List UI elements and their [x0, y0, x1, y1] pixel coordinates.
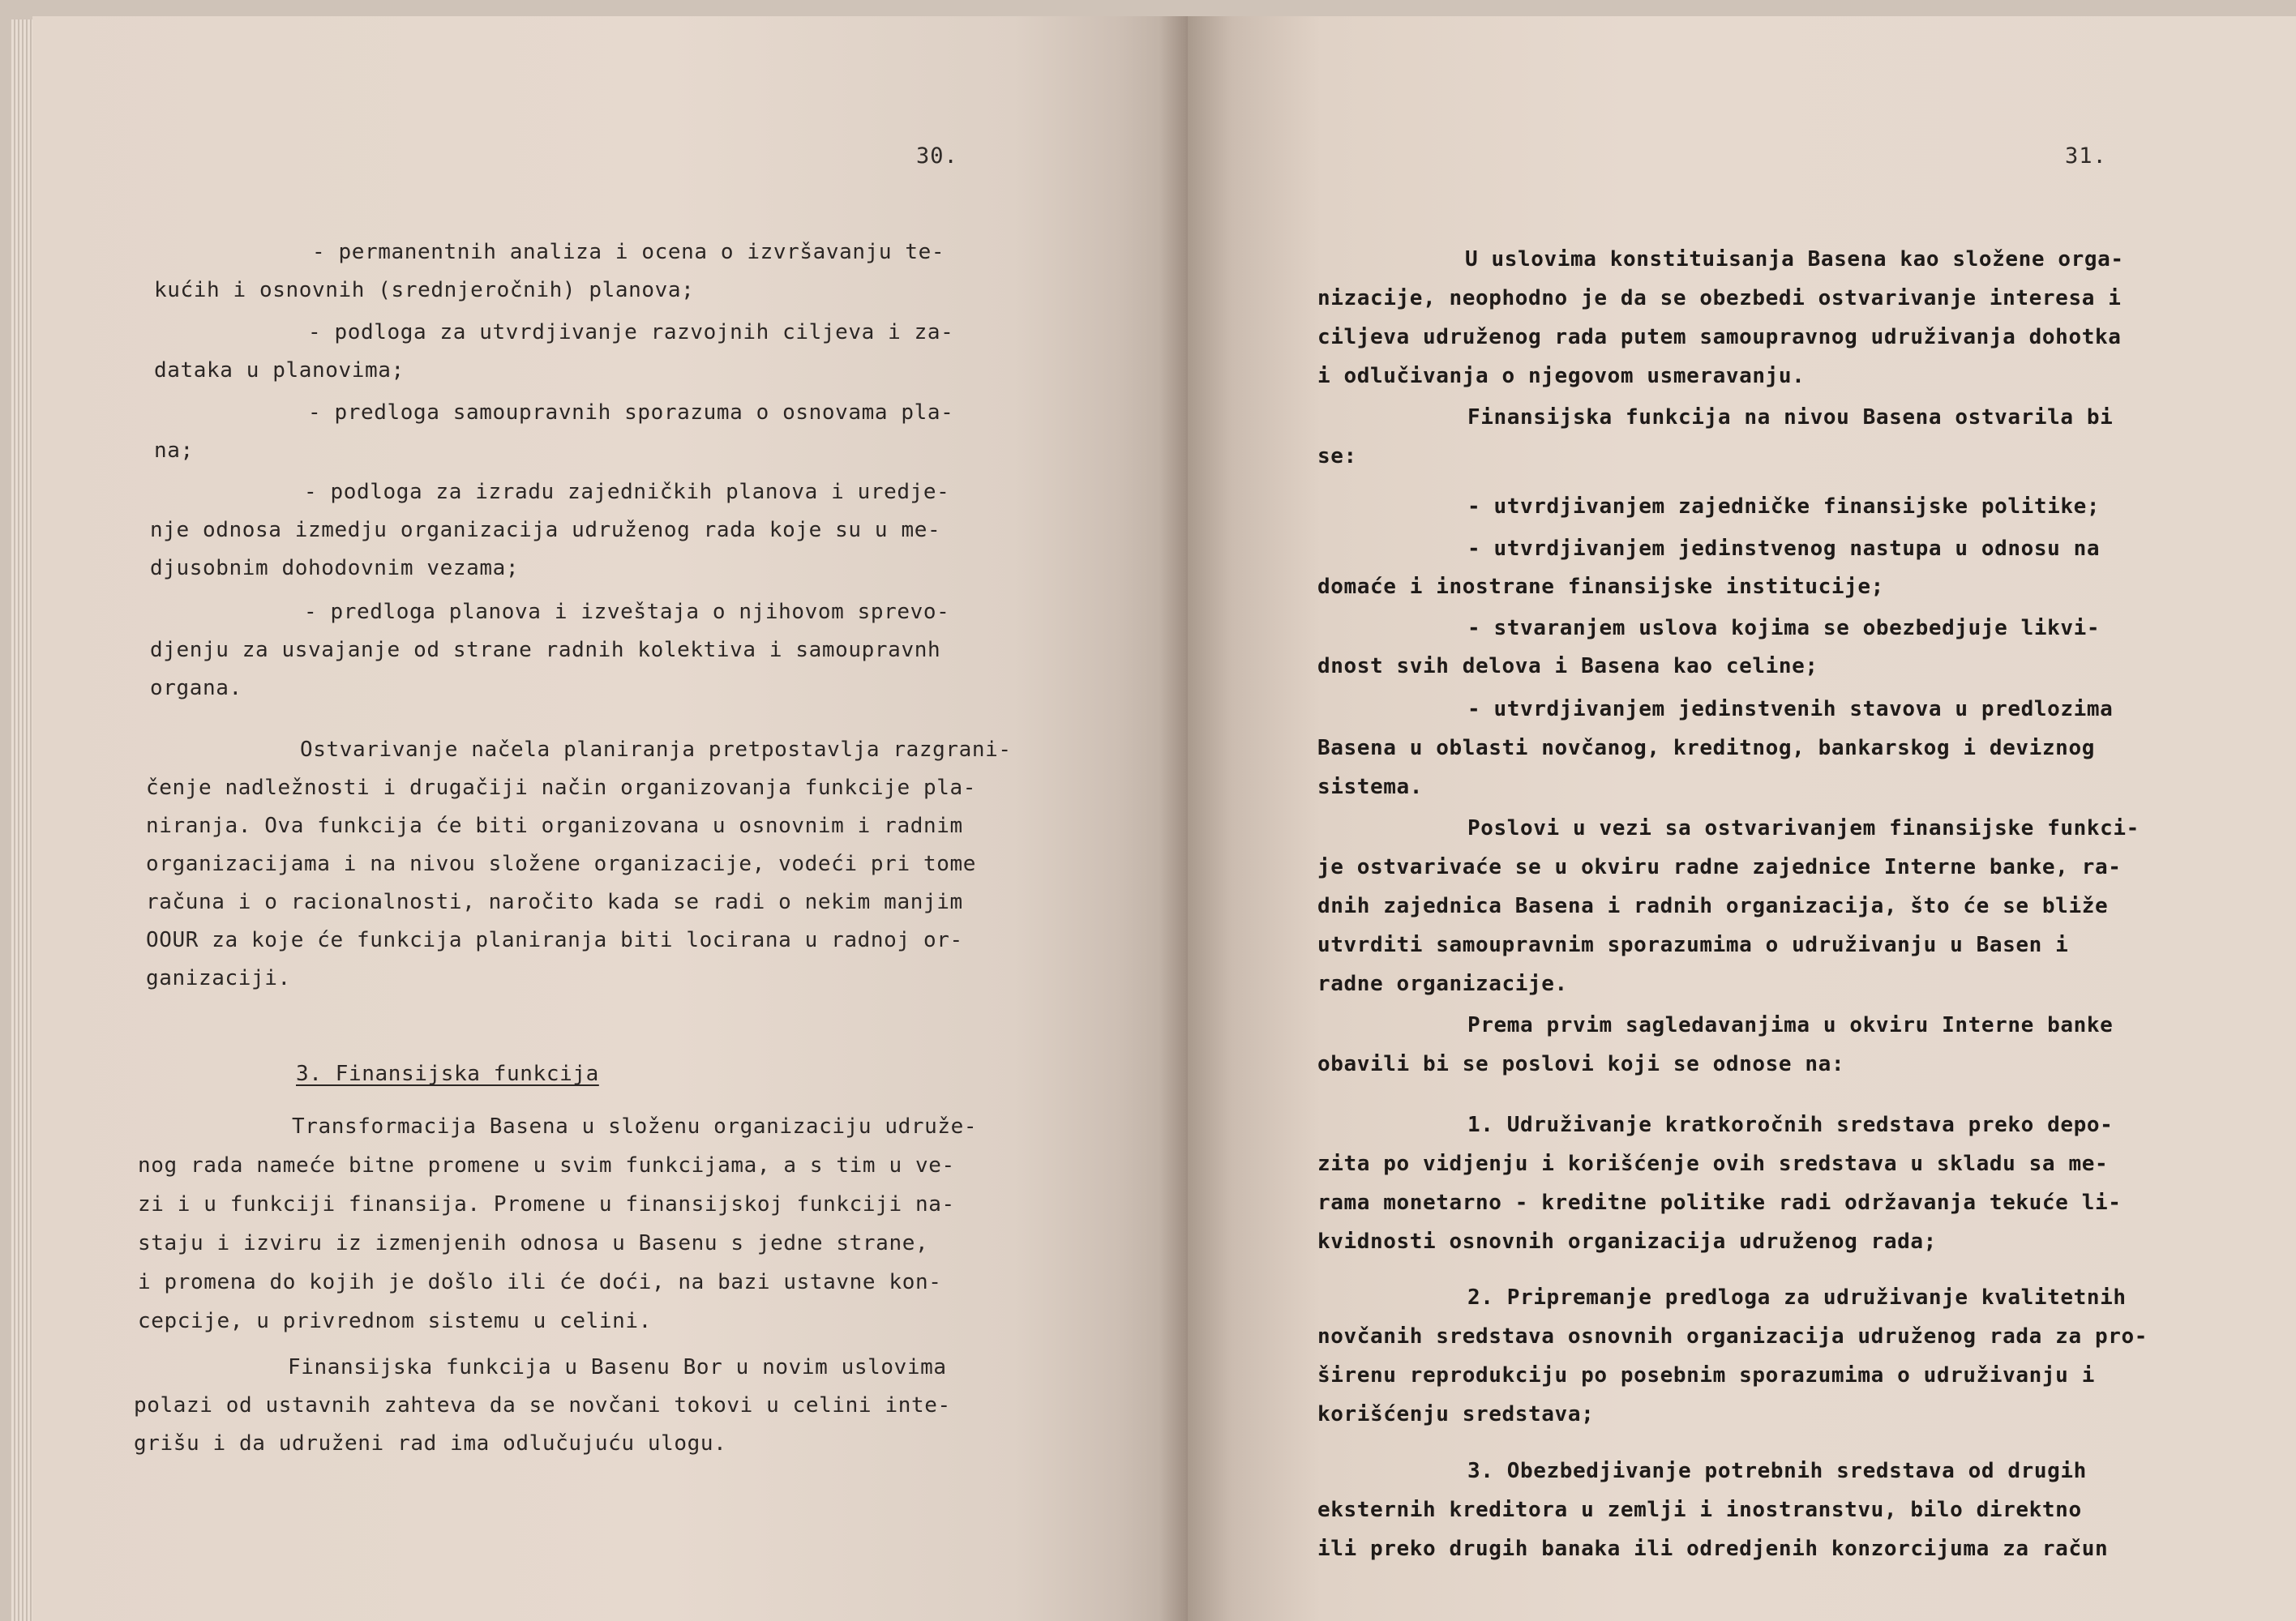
section-heading: 3. Finansijska funkcija [296, 1062, 599, 1086]
text-line: obavili bi se poslovi koji se odnose na: [1317, 1052, 1845, 1076]
text-line: polazi od ustavnih zahteva da se novčani tokovi u celini inte- [134, 1393, 951, 1418]
text-line: ciljeva udruženog rada putem samoupravnog udruživanja dohotka [1317, 325, 2122, 349]
text-line: nizacije, neophodno je da se obezbedi ostvarivanje interesa i [1317, 286, 2122, 310]
text-line: djenju za usvajanje od strane radnih kolektiva i samoupravnh [150, 638, 941, 662]
text-line: nog rada nameće bitne promene u svim funkcijama, a s tim u ve- [138, 1153, 955, 1178]
text-line: i odlučivanja o njegovom usmeravanju. [1317, 364, 1806, 388]
text-line: Finansijska funkcija u Basenu Bor u novim uslovima [288, 1355, 947, 1379]
text-line: domaće i inostrane finansijske institucije; [1317, 575, 1884, 599]
text-line: - predloga samoupravnih sporazuma o osnovama pla- [308, 400, 954, 425]
text-line: se: [1317, 444, 1357, 468]
text-line: računa i o racionalnosti, naročito kada se radi o nekim manjim [146, 890, 963, 914]
text-line: utvrditi samoupravnim sporazumima o udruživanju u Basen i [1317, 933, 2069, 957]
text-line: - podloga za utvrdjivanje razvojnih ciljeva i za- [308, 320, 954, 344]
text-line: - stvaranjem uslova kojima se obezbedjuje likvi- [1467, 616, 2101, 640]
page-number: 30. [916, 143, 958, 169]
text-line: OOUR za koje će funkcija planiranja biti locirana u radnoj or- [146, 928, 963, 952]
text-line: Transformacija Basena u složenu organizaciju udruže- [292, 1114, 978, 1139]
text-line: na; [154, 438, 194, 463]
text-line: radne organizacije. [1317, 972, 1568, 996]
text-line: dnost svih delova i Basena kao celine; [1317, 654, 1818, 678]
text-line: je ostvarivaće se u okviru radne zajednice Interne banke, ra- [1317, 855, 2122, 879]
text-line: kućih i osnovnih (srednjeročnih) planova; [154, 278, 695, 302]
text-line: ganizaciji. [146, 966, 291, 990]
left-page [32, 16, 1188, 1621]
text-line: Basena u oblasti novčanog, kreditnog, bankarskog i deviznog [1317, 736, 2095, 760]
text-line: grišu i da udruženi rad ima odlučujuću ulogu. [134, 1431, 727, 1456]
text-line: sistema. [1317, 775, 1424, 799]
text-line: organizacijama i na nivou složene organizacije, vodeći pri tome [146, 852, 976, 876]
text-line: eksternih kreditora u zemlji i inostranstvu, bilo direktno [1317, 1498, 2082, 1522]
text-line: zi i u funkciji finansija. Promene u finansijskoj funkciji na- [138, 1192, 955, 1217]
text-line: Prema prvim sagledavanjima u okviru Interne banke [1467, 1013, 2114, 1037]
text-line: širenu reprodukciju po posebnim sporazumima o udruživanju i [1317, 1363, 2095, 1388]
page-number: 31. [2065, 143, 2107, 169]
text-line: 2. Pripremanje predloga za udruživanje kvalitetnih [1467, 1285, 2127, 1310]
text-line: čenje nadležnosti i drugačiji način organizovanja funkcije pla- [146, 776, 976, 800]
text-line: - utvrdjivanjem jedinstvenog nastupa u odnosu na [1467, 537, 2101, 561]
text-line: i promena do kojih je došlo ili će doći, na bazi ustavne kon- [138, 1270, 942, 1294]
text-line: - utvrdjivanjem jedinstvenih stavova u predlozima [1467, 697, 2114, 721]
text-line: cepcije, u privrednom sistemu u celini. [138, 1309, 652, 1333]
text-line: Poslovi u vezi sa ostvarivanjem finansijske funkci- [1467, 816, 2140, 840]
text-line: kvidnosti osnovnih organizacija udruženog rada; [1317, 1230, 1937, 1254]
text-line: dataka u planovima; [154, 358, 405, 383]
text-line: 3. Obezbedjivanje potrebnih sredstava od drugih [1467, 1459, 2087, 1483]
text-line: dnih zajednica Basena i radnih organizacija, što će se bliže [1317, 894, 2109, 918]
text-line: - permanentnih analiza i ocena o izvršavanju te- [312, 240, 945, 264]
text-line: Finansijska funkcija na nivou Basena ostvarila bi [1467, 405, 2114, 430]
text-line: niranja. Ova funkcija će biti organizovana u osnovnim i radnim [146, 814, 963, 838]
text-line: novčanih sredstava osnovnih organizacija udruženog rada za pro- [1317, 1324, 2148, 1349]
text-line: 1. Udruživanje kratkoročnih sredstava preko depo- [1467, 1113, 2114, 1137]
page-edges [11, 19, 32, 1621]
text-line: nje odnosa izmedju organizacija udruženog rada koje su u me- [150, 518, 941, 542]
right-page [1188, 16, 2296, 1621]
text-line: - podloga za izradu zajedničkih planova i uredje- [304, 480, 950, 504]
text-line: - utvrdjivanjem zajedničke finansijske politike; [1467, 494, 2101, 519]
text-line: staju i izviru iz izmenjenih odnosa u Basenu s jedne strane, [138, 1231, 929, 1255]
text-line: rama monetarno - kreditne politike radi održavanja tekuće li- [1317, 1191, 2122, 1215]
text-line: U uslovima konstituisanja Basena kao složene orga- [1465, 247, 2124, 272]
text-line: - predloga planova i izveštaja o njihovom sprevo- [304, 600, 950, 624]
text-line: zita po vidjenju i korišćenje ovih sredstava u skladu sa me- [1317, 1152, 2109, 1176]
text-line: Ostvarivanje načela planiranja pretpostavlja razgrani- [300, 738, 1012, 762]
text-line: korišćenju sredstava; [1317, 1402, 1595, 1426]
text-line: djusobnim dohodovnim vezama; [150, 556, 520, 580]
text-line: ili preko drugih banaka ili odredjenih konzorcijuma za račun [1317, 1537, 2109, 1561]
text-line: organa. [150, 676, 242, 700]
